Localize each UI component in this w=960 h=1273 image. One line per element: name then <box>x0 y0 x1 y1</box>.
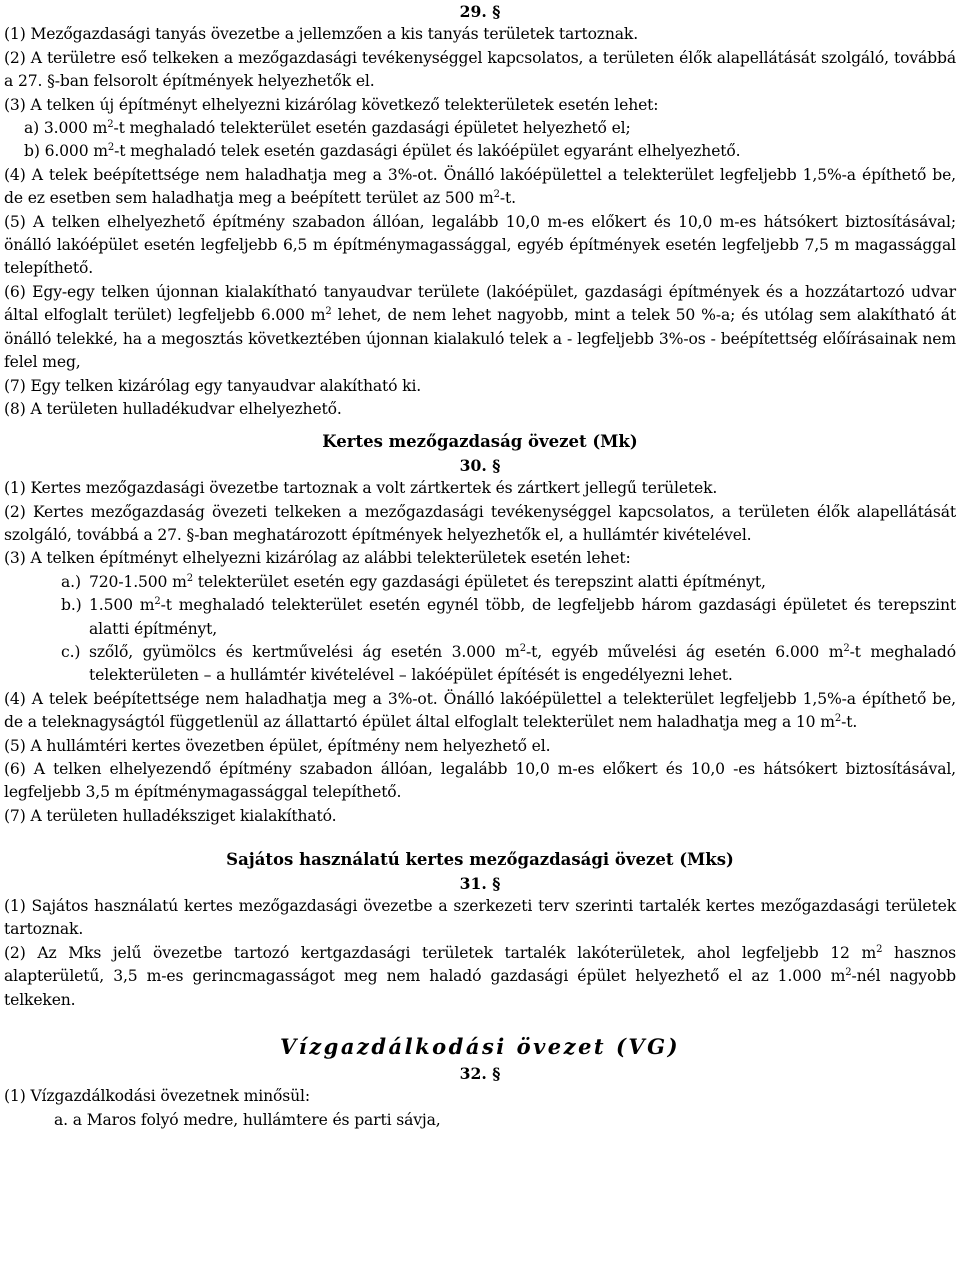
s29-paragraph-5: (5) A telken elhelyezhető építmény szabadon állóan, legalább 10,0 m-es előkert és 10,0 m-es hátsókert biztosításával; önálló lakóépület esetén legfeljebb 6,5 m építménymagassággal, egyéb építmények esetén legfeljebb 7,5 m magassággal telepíthető. <box>4 212 956 278</box>
s29-p4-sup: 2 <box>493 189 500 201</box>
s29-p6-text: (6) Egy-egy telken újonnan kialakítható tanyaudvar területe (lakóépület, gazdasági építmények és a hozzátartozó udvar által elfoglalt terület) legfeljebb 6.000 m <box>4 282 956 325</box>
mk-paragraph-2: (2) Kertes mezőgazdaság övezeti telkeken a mezőgazdasági tevékenységgel kapcsolatos, a területen élők alapellátását szolgáló, továbbá a 27. §-ban meghatározott építmények helyezhetők el, a hullámtér kivételével. <box>4 502 956 544</box>
mk-paragraph-4 <box>4 688 956 735</box>
mk-paragraph-1: (1) Kertes mezőgazdasági övezetbe tartoznak a volt zártkertek és zártkert jellegű területek. <box>4 479 718 498</box>
mk-item-b-text: 1.500 m <box>89 596 155 615</box>
mk-item-c-label: c.) <box>61 642 81 661</box>
mks-p2-text-mid: hasznos alapterületű, 3,5 m-es gerincmagasságot meg nem haladó gazdasági épület helyezhető el az 1.000 m <box>4 943 956 986</box>
mk-item-a-label: a.) <box>61 572 81 591</box>
mk-item-b <box>4 594 956 641</box>
mks-paragraph-1: (1) Sajátos használatú kertes mezőgazdasági övezetbe a szerkezeti terv szerinti tartalék kertes mezőgazdasági területek tartoznak. <box>4 897 956 939</box>
mks-section-title: Sajátos használatú kertes mezőgazdasági övezet (Mks) <box>226 850 734 870</box>
s29-p3b-text: b) 6.000 m <box>24 142 108 161</box>
s29-paragraph-6 <box>4 281 956 375</box>
mk-section-title: Kertes mezőgazdaság övezet (Mk) <box>322 432 638 452</box>
s29-paragraph-3: (3) A telken új építményt elhelyezni kizárólag következő telekterületek esetén lehet: <box>4 95 659 114</box>
mk-paragraph-7: (7) A területen hulladéksziget kialakítható. <box>4 806 337 825</box>
mk-paragraph-5: (5) A hullámtéri kertes övezetben épület, építmény nem helyezhető el. <box>4 736 551 755</box>
spacer <box>4 1012 956 1032</box>
section-31-number: 31. § <box>459 873 501 893</box>
s29-paragraph-2: (2) A területre eső telkeken a mezőgazdasági tevékenységgel kapcsolatos, a területen élők alapellátását szolgáló, továbbá a 27. §-ban felsorolt építmények helyezhetők el. <box>4 48 956 91</box>
s29-p3a-text: a) 3.000 m <box>24 119 108 138</box>
mks-p2-sup-2: 2 <box>845 967 852 979</box>
s29-p3b-sup: 2 <box>107 142 115 154</box>
s29-p4-text-end: -t. <box>499 189 516 208</box>
mk-p4-text-end: -t. <box>841 713 858 732</box>
section-29-number: 29. § <box>459 2 501 21</box>
mk-item-b-label: b.) <box>61 596 82 615</box>
s29-paragraph-1: (1) Mezőgazdasági tanyás övezetbe a jellemzően a kis tanyás területek tartoznak. <box>4 25 639 44</box>
mk-item-c-text: szőlő, gyümölcs és kertművelési ág esetén 3.000 m <box>89 642 520 661</box>
mk-item-c-text-end: -t meghaladó telekterületen – a hullámtér kivételével – lakóépület építését is engedélyezni lehet. <box>89 642 957 685</box>
mk-paragraph-3: (3) A telken építményt elhelyezni kizárólag az alábbi telekterületek esetén lehet: <box>4 549 631 568</box>
mk-item-c-sup-2: 2 <box>843 642 850 654</box>
mk-item-b-sup: 2 <box>154 596 161 608</box>
s29-paragraph-7: (7) Egy telken kizárólag egy tanyaudvar alakítható ki. <box>4 376 422 395</box>
spacer <box>4 828 956 848</box>
section-32-number: 32. § <box>459 1064 501 1084</box>
mk-item-a-sup: 2 <box>186 572 193 584</box>
mks-p2-text-end: -nél nagyobb telkeken. <box>4 967 956 1009</box>
s29-p6-text-end: lehet, de nem lehet nagyobb, mint a telek 50 %-a; és utólag sem alakítható át önálló telekké, ha a megosztás következtében újonnan kialakuló telek a - legfeljebb 3%-os - beépítettség előírásainak nem felel meg, <box>4 306 956 372</box>
mk-p4-sup: 2 <box>834 713 842 725</box>
mk-p4-text: (4) A telek beépítettsége nem haladhatja meg a 3%-ot. Önálló lakóépülettel a telekterület legfeljebb 1,5%-a építhető be, de a teleknagyságtól függetlenül az állattartó épület által elfoglalt telekterület nem haladhatja meg a 10 m <box>4 689 956 732</box>
s29-p4-text: (4) A telek beépítettsége nem haladhatja meg a 3%-ot. Önálló lakóépülettel a telekterület legfeljebb 1,5%-a építhető be, de ez esetben sem haladhatja meg a beépített terület az 500 m <box>4 165 956 208</box>
mk-item-b-text-end: -t meghaladó telekterület esetén egynél több, de legfeljebb három gazdasági épületet és terepszint alatti építményt, <box>89 596 956 638</box>
vg-paragraph-1a: a. a Maros folyó medre, hullámtere és parti sávja, <box>54 1110 441 1129</box>
mk-item-a-text: 720-1.500 m <box>89 572 187 591</box>
mk-item-a <box>4 571 956 594</box>
s29-paragraph-8: (8) A területen hulladékudvar elhelyezhető. <box>4 399 342 418</box>
s29-p3b-text-end: -t meghaladó telek esetén gazdasági épület és lakóépület egyaránt elhelyezhető. <box>114 142 741 161</box>
mk-item-c-text-mid: -t, egyéb művelési ág esetén 6.000 m <box>525 642 844 661</box>
section-30-number: 30. § <box>459 455 501 475</box>
mks-p2-sup: 2 <box>876 943 883 955</box>
mk-item-c <box>4 641 956 688</box>
spacer <box>4 421 956 430</box>
vg-paragraph-1: (1) Vízgazdálkodási övezetnek minősül: <box>4 1087 310 1106</box>
mks-p2-text: (2) Az Mks jelű övezetbe tartozó kertgazdasági területek tartalék lakóterületek, ahol legfeljebb 12 m <box>4 943 877 962</box>
s29-p3a-sup: 2 <box>107 119 114 131</box>
vg-section-title: Vízgazdálkodási övezet (VG) <box>279 1034 681 1060</box>
s29-p3a-text-end: -t meghaladó telekterület esetén gazdasági épületet helyezhető el; <box>113 119 631 138</box>
mks-paragraph-2 <box>4 942 956 1012</box>
mk-item-a-text-end: telekterület esetén egy gazdasági épületet és terepszint alatti építményt, <box>193 572 766 591</box>
s29-paragraph-3b <box>4 140 956 163</box>
s29-paragraph-4 <box>4 164 956 211</box>
mk-item-c-sup: 2 <box>519 642 526 654</box>
mk-paragraph-6: (6) A telken elhelyezendő építmény szabadon állóan, legalább 10,0 m-es előkert és 10,0 -es hátsókert biztosításával, legfeljebb 3,5 m építménymagassággal telepíthető. <box>4 760 956 802</box>
s29-p6-sup: 2 <box>325 306 332 318</box>
s29-paragraph-3a <box>4 117 956 140</box>
